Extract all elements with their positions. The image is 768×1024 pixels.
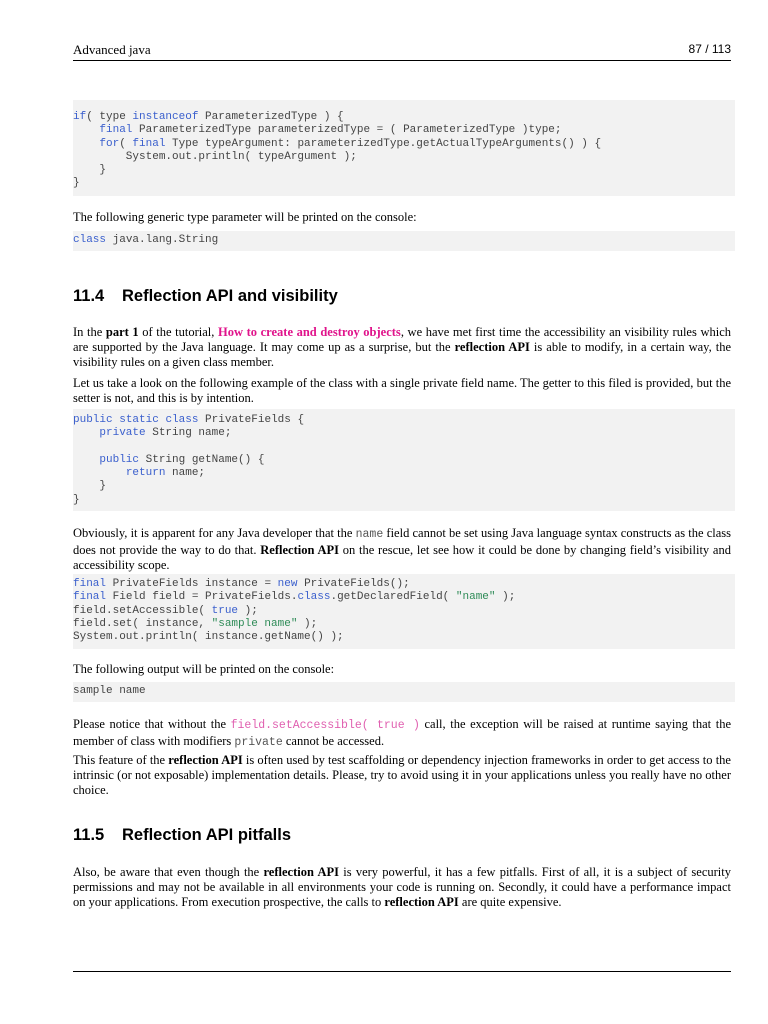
inline-code-private: private <box>234 735 283 749</box>
paragraph-generic-output-intro: The following generic type parameter will be printed on the console: <box>73 210 417 224</box>
code-line: } <box>73 164 107 177</box>
code-line: System.out.println( typeArgument ); <box>73 150 357 163</box>
paragraph-part1-intro: In the part 1 of the tutorial, How to create and destroy objects, we have met first time the accessibility an visibility rules which are supported by the Java language. It may come up as a surprise, but the reflection API is able to modify, in a certain way, the visibility rules on a given class member. <box>73 325 732 369</box>
inline-code-name: name <box>355 528 384 541</box>
code-block-set-accessible <box>73 574 735 649</box>
code-line: class java.lang.String <box>73 234 219 246</box>
paragraph-example-intro: Let us take a look on the following example of the class with a single private field name. The getter to this filed is provided, but the setter is not, and this is by intention. <box>73 376 731 405</box>
code-line: public String getName() { <box>99 453 265 466</box>
code-line: } <box>73 493 80 506</box>
code-block-sample-name <box>73 682 735 702</box>
code-line: field.set( instance, "sample name" ); <box>73 617 318 630</box>
code-line: field.setAccessible( true ); <box>73 604 258 617</box>
code-line: } <box>73 480 107 493</box>
link-how-to-create-and-destroy-objects[interactable]: How to create and destroy objects <box>218 325 401 339</box>
inline-code-set-accessible: field.setAccessible( true ) <box>230 719 420 732</box>
code-block-parameterized-type <box>73 100 735 196</box>
paragraph-pitfalls: Also, be aware that even though the reflection API is very powerful, it has a few pitfalls. First of all, it is a subject of security permissions and may not be available in all environments your code is running on. Secondly, it could have a performance impact on your applications. From execution prospective, the calls to reflection API are quite expensive. <box>73 865 731 909</box>
code-line: } <box>73 177 80 190</box>
section-heading-11-4 <box>73 287 338 306</box>
code-line: private String name; <box>99 427 232 440</box>
code-line <box>73 441 735 454</box>
paragraph-reflection-rescue: Obviously, it is apparent for any Java developer that the name field cannot be set using Java language syntax constructs as the class does not provide the way to do that. Reflection API on the rescue, let see how it could be done by changing field’s visibility and accessibility scope. <box>73 526 731 572</box>
code-line: final Field field = PrivateFields.class.getDeclaredField( "name" ); <box>73 591 516 604</box>
paragraph-output-intro: The following output will be printed on the console: <box>73 662 335 676</box>
code-line: if( type instanceof ParameterizedType ) { <box>73 111 344 123</box>
section-heading-11-5 <box>73 826 291 845</box>
code-line: return name; <box>125 467 206 480</box>
header-title: Advanced java <box>73 42 151 57</box>
section-number: 11.5 <box>73 826 105 844</box>
code-block-private-fields-class <box>73 409 735 511</box>
section-title: Reflection API and visibility <box>122 287 338 305</box>
code-line: final ParameterizedType parameterizedType = ( ParameterizedType )type; <box>99 124 562 137</box>
section-title: Reflection API pitfalls <box>122 826 291 844</box>
paragraph-set-accessible-notice: Please notice that without the field.setAccessible( true ) call, the exception will be raised at runtime saying that the member of class with modifiers private cannot be accessed. <box>73 717 732 749</box>
section-number: 11.4 <box>73 287 105 305</box>
code-line: for( final Type typeArgument: parameterizedType.getActualTypeArguments() ) { <box>99 137 602 150</box>
code-line: final PrivateFields instance = new PrivateFields(); <box>73 578 410 590</box>
code-block-console-string <box>73 231 735 251</box>
paragraph-feature-usage: This feature of the reflection API is often used by test scaffolding or dependency injection frameworks in order to get access to the intrinsic (or not exposable) implementation details. Please, try to avoid using it in your applications unless you really have no other choice. <box>73 753 731 797</box>
code-line: sample name <box>73 685 146 697</box>
code-line: System.out.println( instance.getName() ); <box>73 631 344 644</box>
code-line: public static class PrivateFields { <box>73 414 305 426</box>
page-header <box>73 40 731 61</box>
footer-rule <box>73 971 731 972</box>
page-number: 87 / 113 <box>688 42 731 56</box>
